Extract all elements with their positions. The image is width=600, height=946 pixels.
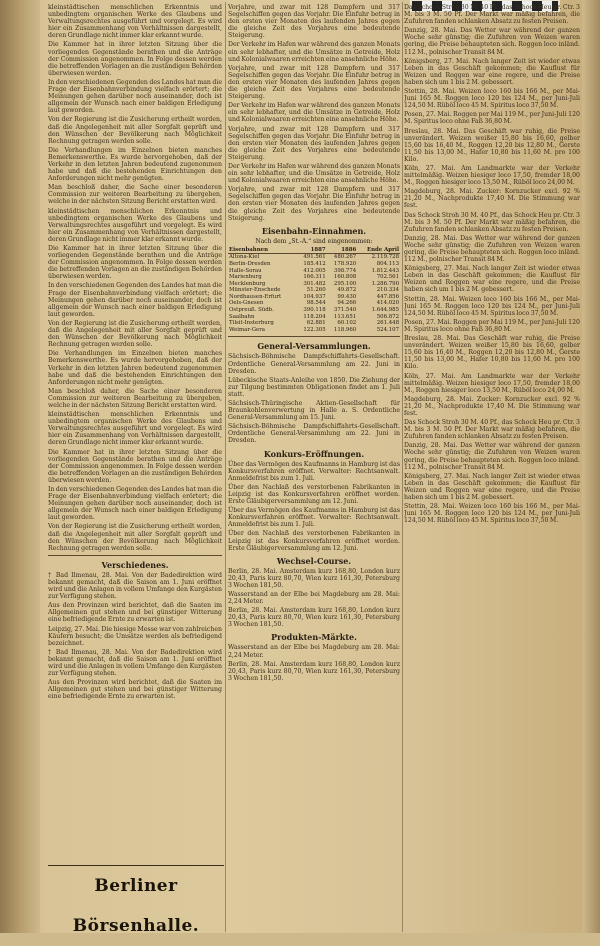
general-paragraph: Sächsisch-Böhmische Dampfschiffahrts-Gesellschaft. Ordentliche General-Versammlung am 22. Juni in Dresden. xyxy=(228,353,400,375)
table-cell: 412.005 xyxy=(303,267,326,274)
table-cell: 447.856 xyxy=(376,293,399,300)
column-rule-2 xyxy=(402,2,403,932)
col1-paragraph: Die Verhandlungen im Einzelnen bieten manches Bemerkenswerthe. Es wurde hervorgehoben, daß der Verkehr in den letzten Jahren bedeutend zugenommen habe und daß die bestehenden Einrichtungen den Anforderungen nicht mehr genügten. xyxy=(48,350,222,386)
col2-paragraph: Der Verkehr im Hafen war während des ganzen Monats ein sehr lebhafter, und die Umsätze in Getreide, Holz und Kolonialwaaren erreichten eine ansehnliche Höhe. xyxy=(228,41,400,63)
col3-paragraph: Das Schock Stroh 30 M. 40 Pf., das Schock Heu pr. Ctr. 3 M. bis 3 M. 50 Pf. Der Markt war mäßig befahren, die Zufuhren fanden schlanken Absatz zu festen Preisen. xyxy=(404,419,580,441)
rail-income-title: Eisenbahn-Einnahmen. xyxy=(261,225,367,236)
table-cell: 2.119.728 xyxy=(371,254,399,261)
konkurs-paragraph: Über den Nachlaß des verstorbenen Fabrikanten in Leipzig ist das Konkursverfahren eröffnet worden. Erste Gläubigerversammlung am 12. Juni. xyxy=(228,483,400,506)
col3-paragraph: Stettin, 28. Mai. Weizen loco 160 bis 166 M., per Mai-Juni 165 M. Roggen loco 120 bis 124 M., per Juni-Juli 124,50 M. Rüböl loco 45 M. Spiritus loco 37,50 M. xyxy=(404,295,580,317)
table-cell: 51.260 xyxy=(306,287,326,294)
table-header: Eisenbahnen xyxy=(228,247,296,254)
col3-paragraph: Danzig, 28. Mai. Das Wetter war während der ganzen Woche sehr günstig; die Zufuhren von Weizen waren gering, die Preise behaupteten sich. Roggen loco inländ. 112 M., polnischer Transit 84 M. xyxy=(404,27,580,56)
market-paragraph: Berlin, 28. Mai. Amsterdam kurz 168,80, London kurz 20,43, Paris kurz 80,70, Wien kurz 161,30, Petersburg 3 Wochen 181,50. xyxy=(228,567,400,589)
table-header: 1886 xyxy=(327,247,358,254)
misc-paragraph: † Bad Ilmenau, 28. Mai. Von der Badedirektion wird bekannt gemacht, daß die Saison am 1. Juni eröffnet wird und die Anlagen in vollem Umfange den Kurgästen zur Verfügung stehen. xyxy=(48,648,222,678)
table-cell: 480.267 xyxy=(333,254,357,261)
misc-paragraph: Leipzig, 27. Mai. Die hiesige Messe war von zahlreichen Käufern besucht; die Umsätze werden als befriedigend bezeichnet. xyxy=(48,625,222,647)
col3-paragraph: Magdeburg, 28. Mai. Zucker: Kornzucker excl. 92 % 21,20 M., Nachprodukte 17,40 M. Die Stimmung war fest. xyxy=(404,395,580,417)
col3-paragraph: Danzig, 28. Mai. Das Wetter war während der ganzen Woche sehr günstig; die Zufuhren von Weizen waren gering, die Preise behaupteten sich. Roggen loco inländ. 112 M., polnischer Transit 84 M. xyxy=(404,234,580,264)
table-row xyxy=(228,300,400,307)
general-paragraph: Sächsisch-Thüringische Aktien-Gesellschaft für Braunkohlenverwertung in Halle a. S. Ordentliche General-Versammlung am 15. Juni. xyxy=(228,400,400,422)
table-header-row xyxy=(228,247,400,254)
konkurs-paragraph: Über das Vermögen des Kaufmanns in Hamburg ist das Konkursverfahren eröffnet. Verwalter: Rechtsanwalt. Anmeldefrist bis zum 1. Juli. xyxy=(228,460,400,482)
table-cell: 301.482 xyxy=(303,280,326,287)
table-cell: 210.334 xyxy=(376,287,399,294)
rail-table-body xyxy=(228,254,400,334)
column-1 xyxy=(48,4,222,934)
col3-paragraph: Posen, 27. Mai. Roggen per Mai 119 M., per Juni-Juli 120 M. Spiritus loco ohne Faß 36,80 M. xyxy=(404,111,580,126)
table-cell: 414.020 xyxy=(376,300,399,307)
section-divider xyxy=(48,555,222,556)
rail-income-subtitle: Nach dem „St.-A.“ sind eingenommen: xyxy=(255,237,373,245)
table-row xyxy=(228,254,400,261)
table-cell: Halle-Sorau xyxy=(229,267,262,274)
table-cell: 1.812.443 xyxy=(371,267,399,274)
col1-paragraph: Von der Regierung ist die Zusicherung ertheilt worden, daß die Angelegenheit mit aller Sorgfalt geprüft und den Wünschen der Bevölkerung nach Möglichkeit Rechnung getragen werden solle. xyxy=(48,319,222,349)
table-cell: Mecklenburg xyxy=(229,280,266,287)
col1-paragraph: Die Kammer hat in ihrer letzten Sitzung über die vorliegenden Gegenstände berathen und die Anträge der Commission angenommen. In Folge dessen werden die betreffenden Vorlagen an die zuständigen Behörden überwiesen werden. xyxy=(48,448,222,484)
masthead-title: Berliner Börsenhalle. xyxy=(48,865,224,906)
col3-paragraph: Stettin, 28. Mai. Weizen loco 160 bis 166 M., per Mai-Juni 165 M. Roggen loco 120 bis 124 M., per Juni-Juli 124,50 M. Rüböl loco 45 M. Spiritus loco 37,50 M. xyxy=(404,88,580,110)
table-cell: 166.311 xyxy=(303,274,326,281)
table-cell: 398.774 xyxy=(333,267,357,274)
table-cell: 94.266 xyxy=(337,300,357,307)
table-cell: 122.305 xyxy=(303,326,326,333)
table-cell: 371.540 xyxy=(333,307,357,314)
col3-paragraph: Köln, 27. Mai. Am Landmarkte war der Verkehr mittelmäßig. Weizen hiesiger loco 17,50, fremder 18,00 M., Roggen hiesiger loco 13,50 M., Rüböl loco 24,00 M. xyxy=(404,164,580,187)
table-row xyxy=(228,307,400,314)
table-row xyxy=(228,287,400,294)
section-divider xyxy=(228,336,400,337)
misc-paragraph: Aus den Provinzen wird berichtet, daß die Saaten im Allgemeinen gut stehen und bei günstiger Witterung eine befriedigende Ernte zu erwarten ist. xyxy=(48,679,222,701)
column-3 xyxy=(404,4,580,934)
table-row xyxy=(228,268,400,275)
table-cell: 185.412 xyxy=(303,260,326,267)
col3-paragraph: Königsberg, 27. Mai. Nach langer Zeit ist wieder etwas Leben in das Geschäft gekommen; die Kauflust für Weizen und Roggen war eine regere, und die Preise haben sich um 1 bis 2 M. gebessert. xyxy=(404,57,580,86)
table-cell: 390.118 xyxy=(303,307,326,314)
table-cell: Nordhausen-Erfurt xyxy=(229,293,282,300)
column-rule-1 xyxy=(225,2,226,932)
table-cell: 524.107 xyxy=(376,326,399,333)
market-paragraph: Wasserstand an der Elbe bei Magdeburg am 28. Mai: 2,24 Meter. xyxy=(228,644,400,659)
table-cell: Ostpreuß. Südb. xyxy=(229,307,274,314)
col1-paragraph: Von der Regierung ist die Zusicherung ertheilt worden, daß die Angelegenheit mit aller Sorgfalt geprüft und den Wünschen der Bevölkerung nach Möglichkeit Rechnung getragen werden solle. xyxy=(48,523,222,552)
general-assembly-title: General-Versammlungen. xyxy=(257,341,371,352)
col1-paragraph: Von der Regierung ist die Zusicherung ertheilt worden, daß die Angelegenheit mit aller Sorgfalt geprüft und den Wünschen der Bevölkerung nach Möglichkeit Rechnung getragen werden solle. xyxy=(48,116,222,145)
page-left-edge xyxy=(0,0,40,933)
table-cell: Münster-Enschede xyxy=(229,287,281,294)
produkten-title: Produkten-Märkte. xyxy=(271,632,357,643)
section-title-verschiedenes: Verschiedenes. xyxy=(101,559,169,570)
page-right-edge xyxy=(582,0,600,933)
table-cell: 1.286.790 xyxy=(371,280,399,287)
col2-paragraph: Vorjahre, und zwar mit 128 Dampfern und 317 Segelschiffen gegen das Vorjahr. Die Einfuhr betrug in den ersten vier Monaten des laufenden Jahres gegen die gleiche Zeit des Vorjahres eine bedeutende Steigerung. xyxy=(228,186,400,222)
konkurs-title: Konkurs-Eröffnungen. xyxy=(263,448,365,459)
col2-paragraph: Vorjahre, und zwar mit 128 Dampfern und 317 Segelschiffen gegen das Vorjahr. Die Einfuhr betrug in den ersten vier Monaten des laufenden Jahres gegen die gleiche Zeit des Vorjahres eine bedeutende Steigerung. xyxy=(228,125,400,161)
market-title: Wechsel-Course. xyxy=(276,555,352,566)
table-cell: Saalbahn xyxy=(229,313,255,320)
general-paragraph: Sächsisch-Böhmische Dampfschiffahrts-Gesellschaft. Ordentliche General-Versammlung am 22. Juni in Dresden. xyxy=(228,423,400,445)
table-cell: 98.544 xyxy=(306,300,326,307)
col1-paragraph: In den verschiedenen Gegenden des Landes hat man die Frage der Eisenbahnverbindung vielfach erörtert; die Meinungen gehen darüber noch auseinander, doch ist allgemein der Wunsch nach einer baldigen Erledigung laut geworden. xyxy=(48,78,222,115)
misc-paragraph: Aus den Provinzen wird berichtet, daß die Saaten im Allgemeinen gut stehen und bei günstiger Witterung eine befriedigende Ernte zu erwarten ist. xyxy=(48,602,222,624)
market-paragraph: Berlin, 28. Mai. Amsterdam kurz 168,80, London kurz 20,43, Paris kurz 80,70, Wien kurz 161,30, Petersburg 3 Wochen 181,50. xyxy=(228,660,400,682)
col3-paragraph: Das Schock Stroh 30 M. 40 Pf., das Schock Heu pr. Ctr. 3 M. bis 3 M. 50 Pf. Der Markt war mäßig befahren, die Zufuhren fanden schlanken Absatz zu festen Preisen. xyxy=(404,4,580,26)
col1-paragraph: Die Kammer hat in ihrer letzten Sitzung über die vorliegenden Gegenstände berathen und die Anträge der Commission angenommen. In Folge dessen werden die betreffenden Vorlagen an die zuständigen Behörden überwiesen werden. xyxy=(48,41,222,77)
col3-paragraph: Königsberg, 27. Mai. Nach langer Zeit ist wieder etwas Leben in das Geschäft gekommen; die Kauflust für Weizen und Roggen war eine regere, und die Preise haben sich um 1 bis 2 M. gebessert. xyxy=(404,265,580,294)
col2-paragraph: Der Verkehr im Hafen war während des ganzen Monats ein sehr lebhafter, und die Umsätze in Getreide, Holz und Kolonialwaaren erreichten eine ansehnliche Höhe. xyxy=(228,162,400,185)
col3-paragraph: Danzig, 28. Mai. Das Wetter war während der ganzen Woche sehr günstig; die Zufuhren von Weizen waren gering, die Preise behaupteten sich. Roggen loco inländ. 112 M., polnischer Transit 84 M. xyxy=(404,442,580,471)
col1-paragraph: Die Kammer hat in ihrer letzten Sitzung über die vorliegenden Gegenstände berathen und die Anträge der Commission angenommen. In Folge dessen werden die betreffenden Vorlagen an die zuständigen Behörden überwiesen werden. xyxy=(48,245,222,281)
table-cell: 49.872 xyxy=(337,287,357,294)
table-cell: Weimar-Gera xyxy=(229,326,266,333)
konkurs-paragraph: Über das Vermögen des Kaufmanns in Hamburg ist das Konkursverfahren eröffnet. Verwalter: Rechtsanwalt. Anmeldefrist bis zum 1. Juli. xyxy=(228,507,400,529)
col1-paragraph: In den verschiedenen Gegenden des Landes hat man die Frage der Eisenbahnverbindung vielfach erörtert; die Meinungen gehen darüber noch auseinander, doch ist allgemein der Wunsch nach einer baldigen Erledigung laut geworden. xyxy=(48,282,222,318)
col1-paragraph: Die Verhandlungen im Einzelnen bieten manches Bemerkenswerthe. Es wurde hervorgehoben, daß der Verkehr in den letzten Jahren bedeutend zugenommen habe und daß die bestehenden Einrichtungen den Anforderungen nicht mehr genügten. xyxy=(48,146,222,183)
rail-income-table xyxy=(228,247,400,334)
table-header: 1887 xyxy=(296,247,327,254)
table-cell: 261.448 xyxy=(376,320,399,327)
table-cell: 118.960 xyxy=(333,326,357,333)
table-cell: 804.113 xyxy=(376,260,399,267)
table-row xyxy=(228,294,400,301)
table-cell: 160.808 xyxy=(333,274,357,281)
table-header: Ende April xyxy=(357,247,400,254)
table-row xyxy=(228,327,400,334)
table-row xyxy=(228,320,400,327)
col3-paragraph: Magdeburg, 28. Mai. Zucker: Kornzucker excl. 92 % 21,20 M., Nachprodukte 17,40 M. Die Stimmung war fest. xyxy=(404,188,580,210)
col1-paragraph: kleinstädtischen menschlichen Erkenntnis und unbedingtem organischen Werke des Glaubens und Verwaltungsrechtes ausgeführt und vorgelegt. Es wird hier ein Zusammenhang von Verhältnissen dargestellt, deren Grundlage nicht immer klar erkannt wurde. xyxy=(48,4,222,40)
table-cell: 99.430 xyxy=(337,293,357,300)
table-row xyxy=(228,261,400,268)
konkurs-paragraph: Über den Nachlaß des verstorbenen Fabrikanten in Leipzig ist das Konkursverfahren eröffnet worden. Erste Gläubigerversammlung am 12. Juni. xyxy=(228,530,400,552)
col3-paragraph: Königsberg, 27. Mai. Nach langer Zeit ist wieder etwas Leben in das Geschäft gekommen; die Kauflust für Weizen und Roggen war eine regere, und die Preise haben sich um 1 bis 2 M. gebessert. xyxy=(404,472,580,501)
col3-paragraph: Köln, 27. Mai. Am Landmarkte war der Verkehr mittelmäßig. Weizen hiesiger loco 17,50, fremder 18,00 M., Roggen hiesiger loco 13,50 M., Rüböl loco 24,00 M. xyxy=(404,372,580,394)
col2-paragraph: Vorjahre, und zwar mit 128 Dampfern und 317 Segelschiffen gegen das Vorjahr. Die Einfuhr betrug in den ersten vier Monaten des laufenden Jahres gegen die gleiche Zeit des Vorjahres eine bedeutende Steigerung. xyxy=(228,4,400,40)
col1-paragraph: kleinstädtischen menschlichen Erkenntnis und unbedingtem organischen Werke des Glaubens und Verwaltungsrechtes ausgeführt und vorgelegt. Es wird hier ein Zusammenhang von Verhältnissen dargestellt, deren Grundlage nicht immer klar erkannt wurde. xyxy=(48,411,222,447)
market-paragraph: Berlin, 28. Mai. Amsterdam kurz 168,80, London kurz 20,43, Paris kurz 80,70, Wien kurz 161,30, Petersburg 3 Wochen 181,50. xyxy=(228,607,400,629)
col2-paragraph: Vorjahre, und zwar mit 128 Dampfern und 317 Segelschiffen gegen das Vorjahr. Die Einfuhr betrug in den ersten vier Monaten des laufenden Jahres gegen die gleiche Zeit des Vorjahres eine bedeutende Steigerung. xyxy=(228,64,400,101)
table-cell: 1.644.985 xyxy=(371,307,399,314)
table-cell: Berlin-Dresden xyxy=(229,260,271,267)
col1-paragraph: kleinstädtischen menschlichen Erkenntnis und unbedingtem organischen Werke des Glaubens und Verwaltungsrechtes ausgeführt und vorgelegt. Es wird hier ein Zusammenhang von Verhältnissen dargestellt, deren Grundlage nicht immer klar erkannt wurde. xyxy=(48,207,222,243)
col3-paragraph: Breslau, 28. Mai. Das Geschäft war ruhig, die Preise unverändert. Weizen weißer 15,80 bis 16,60, gelber 15,60 bis 16,40 M., Roggen 12,20 bis 12,80 M., Gerste 11,50 bis 13,00 M., Hafer 10,80 bis 11,60 M. pro 100 Kilo. xyxy=(404,127,580,163)
column-2 xyxy=(228,4,400,934)
table-cell: Tilsit-Insterburg xyxy=(229,320,274,327)
misc-paragraph: † Bad Ilmenau, 28. Mai. Von der Badedirektion wird bekannt gemacht, daß die Saison am 1. Juni eröffnet wird und die Anlagen in vollem Umfange den Kurgästen zur Verfügung stehen. xyxy=(48,571,222,601)
table-cell: Marienburg xyxy=(229,274,262,281)
col3-paragraph: Stettin, 28. Mai. Weizen loco 160 bis 166 M., per Mai-Juni 165 M. Roggen loco 120 bis 124 M., per Juni-Juli 124,50 M. Rüböl loco 45 M. Spiritus loco 37,50 M. xyxy=(404,503,580,525)
table-cell: Oels-Gnesen xyxy=(229,300,264,307)
col1-paragraph: Man beschloß daher, die Sache einer besonderen Commission zur weiteren Bearbeitung zu übergeben, welche in der nächsten Sitzung Bericht erstatten wird. xyxy=(48,387,222,409)
col1-paragraph: In den verschiedenen Gegenden des Landes hat man die Frage der Eisenbahnverbindung vielfach erörtert; die Meinungen gehen darüber noch auseinander, doch ist allgemein der Wunsch nach einer baldigen Erledigung laut geworden. xyxy=(48,486,222,522)
table-cell: 62.881 xyxy=(306,320,326,327)
table-cell: Altona-Kiel xyxy=(229,254,260,261)
table-cell: 491.561 xyxy=(303,254,326,261)
table-cell: 118.204 xyxy=(303,313,326,320)
table-row xyxy=(228,274,400,281)
table-cell: 178.920 xyxy=(333,260,357,267)
col3-paragraph: Das Schock Stroh 30 M. 40 Pf., das Schock Heu pr. Ctr. 3 M. bis 3 M. 50 Pf. Der Markt war mäßig befahren, die Zufuhren fanden schlanken Absatz zu festen Preisen. xyxy=(404,211,580,233)
table-cell: 702.561 xyxy=(376,274,399,281)
table-cell: 60.102 xyxy=(337,320,357,327)
table-cell: 104.937 xyxy=(303,293,326,300)
col1-paragraph: Man beschloß daher, die Sache einer besonderen Commission zur weiteren Bearbeitung zu übergeben, welche in der nächsten Sitzung Bericht erstatten wird. xyxy=(48,184,222,206)
col2-paragraph: Der Verkehr im Hafen war während des ganzen Monats ein sehr lebhafter, und die Umsätze in Getreide, Holz und Kolonialwaaren erreichten eine ansehnliche Höhe. xyxy=(228,102,400,124)
table-cell: 295.100 xyxy=(333,280,357,287)
col3-paragraph: Breslau, 28. Mai. Das Geschäft war ruhig, die Preise unverändert. Weizen weißer 15,80 bis 16,60, gelber 15,60 bis 16,40 M., Roggen 12,20 bis 12,80 M., Gerste 11,50 bis 13,00 M., Hafer 10,80 bis 11,60 M. pro 100 Kilo. xyxy=(404,335,580,371)
table-cell: 506.872 xyxy=(376,313,399,320)
general-paragraph: Lübeckische Staats-Anleihe von 1850. Die Ziehung der zur Tilgung bestimmten Obligationen findet am 1. Juli statt. xyxy=(228,376,400,398)
table-row xyxy=(228,314,400,321)
col3-paragraph: Posen, 27. Mai. Roggen per Mai 119 M., per Juni-Juli 120 M. Spiritus loco ohne Faß 36,80 M. xyxy=(404,318,580,333)
table-cell: 113.651 xyxy=(333,313,357,320)
table-row xyxy=(228,281,400,288)
market-paragraph: Wasserstand an der Elbe bei Magdeburg am 28. Mai: 2,24 Meter. xyxy=(228,590,400,606)
